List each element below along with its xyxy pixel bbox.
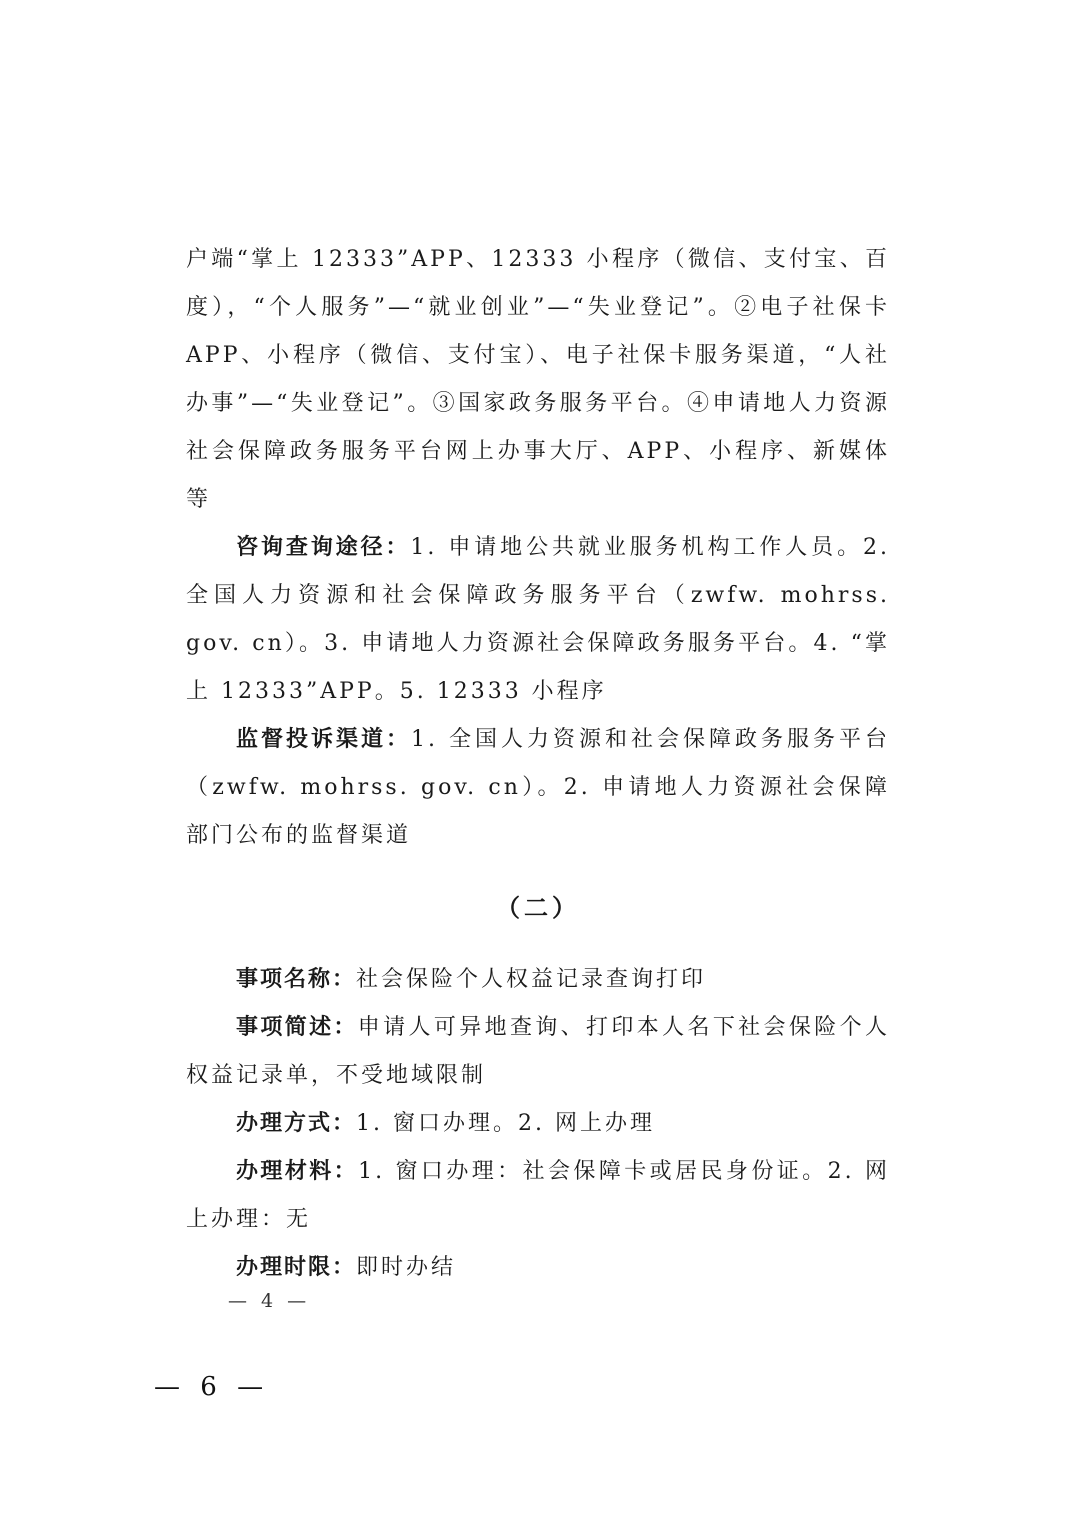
item-name-label: 事项名称： <box>236 967 357 992</box>
time-limit-label: 办理时限： <box>236 1255 357 1280</box>
item-name-paragraph <box>186 956 890 1004</box>
supervise-text: 1. 全国人力资源和社会保障政务服务平台（zwfw. mohrss. gov. cn）。2. 申请地人力资源社会保障部门公布的监督渠道 <box>186 727 890 848</box>
item-name-text: 社会保险个人权益记录查询打印 <box>356 967 707 992</box>
method-paragraph <box>186 1100 890 1148</box>
supervise-paragraph <box>186 716 890 860</box>
continuation-paragraph <box>186 236 890 524</box>
time-limit-text: 即时办结 <box>356 1255 457 1280</box>
section-heading: （二） <box>496 894 580 922</box>
continuation-text: 户端“掌上 12333”APP、12333 小程序（微信、支付宝、百度），“个人服务”—“就业创业”—“失业登记”。②电子社保卡 APP、小程序（微信、支付宝）、电子社保卡服务渠道，“人社办事”—“失业登记”。③国家政务服务平台。④申请地人力资源社会保障政务服务平台网上办事大厅、APP、小程序、新媒体等 <box>186 247 890 512</box>
consult-text: 1. 申请地公共就业服务机构工作人员。2. 全国人力资源和社会保障政务服务平台（zwfw. mohrss. gov. cn）。3. 申请地人力资源社会保障政务服务平台。4. “掌上 12333”APP。5. 12333 小程序 <box>186 535 890 704</box>
materials-text: 1. 窗口办理：社会保障卡或居民身份证。2. 网上办理：无 <box>186 1159 890 1232</box>
item-desc-label: 事项简述： <box>236 1015 358 1040</box>
supervise-label: 监督投诉渠道： <box>236 727 411 752</box>
materials-label: 办理材料： <box>236 1159 359 1184</box>
method-text: 1. 窗口办理。2. 网上办理 <box>356 1111 655 1136</box>
method-label: 办理方式： <box>236 1111 357 1136</box>
upper-text-block <box>186 236 890 860</box>
consult-label: 咨询查询途径： <box>236 535 411 560</box>
outer-page-number: — 6 — <box>154 1372 270 1402</box>
time-limit-paragraph <box>186 1244 890 1292</box>
item-desc-text: 申请人可异地查询、打印本人名下社会保险个人权益记录单，不受地域限制 <box>186 1015 890 1088</box>
materials-paragraph <box>186 1148 890 1244</box>
lower-text-block <box>186 956 890 1292</box>
consult-paragraph <box>186 524 890 716</box>
item-desc-paragraph <box>186 1004 890 1100</box>
inner-page-number: — 4 — <box>228 1290 311 1312</box>
